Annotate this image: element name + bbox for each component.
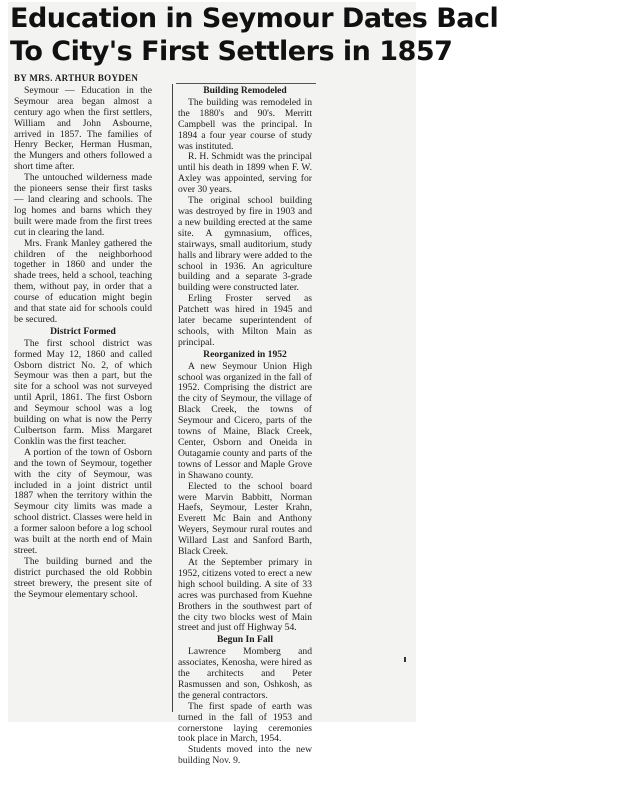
paragraph: A portion of the town of Osborn and the town of Seymour, together with the city of Seymour, was included in a joint district until 1887 when the territory within the Seymour city limits was made a school district. Classes were held in a former saloon before a log school was built at the north end of Main street. — [14, 446, 152, 556]
paragraph: Erling Froster served as Patchett was hired in 1945 and later became superintendent of schools, with Milton Main as principal. — [178, 293, 312, 348]
left-column — [14, 73, 152, 601]
paragraph: Lawrence Momberg and associates, Kenosha, were hired as the architects and Peter Rasmussen and son, Oshkosh, as the general contractors. — [178, 646, 312, 701]
paragraph: Mrs. Frank Manley gathered the children of the neighborhood together in 1860 and under the shade trees, held a school, teaching them, without pay, in order that a course of education might begin and that state aid for schools could be secured. — [14, 237, 152, 325]
paragraph: Elected to the school board were Marvin Babbitt, Norman Haefs, Seymour, Lester Krahn, Everett Mc Bain and Anthony Weyers, Seymour rural routes and Willard Last and Sanford Barth, Black Creek. — [178, 480, 312, 558]
column-divider — [172, 84, 173, 712]
paragraph: The untouched wilderness made the pioneers sense their first tasks — land clearing and schools. The log homes and barns which they built were made from the first trees cut in clearing the land. — [14, 172, 152, 238]
stray-mark — [404, 657, 406, 662]
headline-line-1: Education in Seymour Dates Bacl — [10, 3, 499, 34]
headline-line-2: To City's First Settlers in 1857 — [10, 36, 453, 67]
paragraph: The original school building was destroyed by fire in 1903 and a new building erected at the same site. A gymnasium, offices, stairways, small auditorium, study halls and library were added to the school in 1936. An agriculture building and a separate 3-grade building were constructed later. — [178, 195, 312, 294]
paragraph: At the September primary in 1952, citizens voted to erect a new high school building. A site of 33 acres was purchased from Kuehne Brothers in the southwest part of the city two blocks west of Main street and just off Highway 54. — [178, 556, 312, 634]
byline: BY MRS. ARTHUR BOYDEN — [14, 73, 139, 83]
paragraph: Seymour — Education in the Seymour area began almost a century ago when the first settlers, William and John Asbourne, arrived in 1857. The families of Henry Becker, Herman Husman, the Mungers and others followed a short time after. — [14, 84, 152, 173]
headline — [10, 2, 499, 68]
paragraph: The first school district was formed May 12, 1860 and called Osborn district No. 2, of which Seymour was then a part, but the site for a school was not surveyed until April, 1861. The first Osborn and Seymour school was a log building on what is now the Perry Culbertson farm. Miss Margaret Conklin was the first teacher. — [14, 337, 152, 447]
right-column — [178, 85, 312, 767]
paragraph: R. H. Schmidt was the principal until his death in 1899 when F. W. Axley was appointed, serving for over 30 years. — [178, 151, 312, 196]
paragraph: The first spade of earth was turned in the fall of 1953 and cornerstone laying ceremonies took place in March, 1954. — [178, 700, 312, 745]
paragraph: The building was remodeled in the 1880's and 90's. Merritt Campbell was the principal. In 1894 a four year course of study was instituted. — [178, 96, 312, 152]
subheading-building-remodeled: Building Remodeled — [203, 85, 287, 96]
paragraph: Students moved into the new building Nov. 9. — [178, 744, 312, 767]
column-top-rule — [176, 83, 316, 84]
subheading-begun-in-fall: Begun In Fall — [217, 634, 273, 646]
paragraph: A new Seymour Union High school was organized in the fall of 1952. Comprising the district are the city of Seymour, the village of Black Creek, the towns of Seymour and Cicero, parts of the towns of Maine, Black Creek, Center, Osborn and Oneida in Outagamie county and parts of the towns of Lessor and Maple Grove in Shawano county. — [178, 360, 312, 481]
subheading-reorganized: Reorganized in 1952 — [203, 348, 287, 360]
subheading-district-formed: District Formed — [50, 325, 116, 337]
paragraph: The building burned and the district purchased the old Robbin street brewery, the present site of the Seymour elementary school. — [14, 555, 152, 600]
